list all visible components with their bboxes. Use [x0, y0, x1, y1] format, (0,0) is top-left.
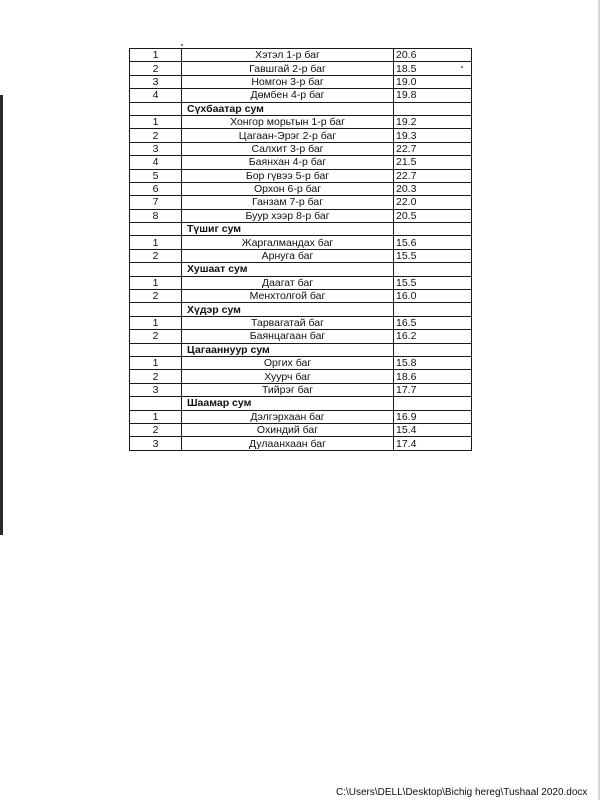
bag-value: 16.9 — [394, 410, 472, 423]
table-row — [130, 236, 472, 249]
row-number: 3 — [130, 142, 182, 155]
row-number: 1 — [130, 115, 182, 128]
row-number: 2 — [130, 62, 182, 75]
bag-value: 20.6 — [394, 49, 472, 62]
table-body — [130, 49, 472, 451]
bag-value: 20.3 — [394, 182, 472, 195]
row-number: 1 — [130, 356, 182, 369]
bag-value: 16.2 — [394, 330, 472, 343]
bag-value: 15.5 — [394, 249, 472, 262]
row-number: 2 — [130, 423, 182, 436]
bag-value: 19.8 — [394, 89, 472, 102]
bag-name: Салхит 3-р баг — [182, 142, 394, 155]
section-value-cell — [394, 102, 472, 115]
row-number: 1 — [130, 276, 182, 289]
section-value-cell — [394, 303, 472, 316]
row-number: 4 — [130, 89, 182, 102]
table-row — [130, 249, 472, 262]
section-value-cell — [394, 343, 472, 356]
row-number: 8 — [130, 209, 182, 222]
bag-name: Баянхан 4-р баг — [182, 156, 394, 169]
table-row — [130, 62, 472, 75]
table-row — [130, 437, 472, 450]
row-number: 2 — [130, 249, 182, 262]
bag-name: Дөмбен 4-р баг — [182, 89, 394, 102]
row-number: 1 — [130, 316, 182, 329]
bag-value: 15.6 — [394, 236, 472, 249]
table-row — [130, 89, 472, 102]
bag-name: Баянцагаан баг — [182, 330, 394, 343]
row-number: 2 — [130, 370, 182, 383]
bag-name: Даагат баг — [182, 276, 394, 289]
table-row — [130, 290, 472, 303]
section-number-cell — [130, 102, 182, 115]
bag-value: 17.4 — [394, 437, 472, 450]
row-number: 2 — [130, 330, 182, 343]
section-number-cell — [130, 397, 182, 410]
bag-name: Ганзам 7-р баг — [182, 196, 394, 209]
bag-value: 16.0 — [394, 290, 472, 303]
table-row — [130, 115, 472, 128]
bag-value: 16.5 — [394, 316, 472, 329]
bag-name: Охиндий баг — [182, 423, 394, 436]
section-number-cell — [130, 303, 182, 316]
section-title: Хушаат сум — [182, 263, 394, 276]
row-number: 7 — [130, 196, 182, 209]
bag-name: Хэтэл 1-р баг — [182, 49, 394, 62]
bag-value: 19.3 — [394, 129, 472, 142]
bag-name: Цагаан-Эрэг 2-р баг — [182, 129, 394, 142]
table-row — [130, 316, 472, 329]
bag-name: Буур хээр 8-р баг — [182, 209, 394, 222]
section-header-row — [130, 223, 472, 236]
row-number: 3 — [130, 383, 182, 396]
section-number-cell — [130, 263, 182, 276]
table-row — [130, 49, 472, 62]
document-file-path: C:\Users\DELL\Desktop\Bichig hereg\Tushaal 2020.docx — [336, 787, 588, 798]
bag-name: Дэлгэрхаан баг — [182, 410, 394, 423]
bag-value: 15.4 — [394, 423, 472, 436]
table-row — [130, 142, 472, 155]
row-number: 1 — [130, 410, 182, 423]
bag-value: 19.0 — [394, 75, 472, 88]
section-header-row — [130, 343, 472, 356]
table-row — [130, 129, 472, 142]
table-row — [130, 383, 472, 396]
table-row — [130, 356, 472, 369]
row-number: 6 — [130, 182, 182, 195]
bag-value: 21.5 — [394, 156, 472, 169]
bag-name: Бор гүвээ 5-р баг — [182, 169, 394, 182]
table-row — [130, 209, 472, 222]
table-row — [130, 182, 472, 195]
scan-speck — [181, 44, 183, 46]
bag-value: 15.8 — [394, 356, 472, 369]
row-number: 2 — [130, 290, 182, 303]
table-row — [130, 196, 472, 209]
section-value-cell — [394, 397, 472, 410]
table-row — [130, 75, 472, 88]
section-value-cell — [394, 223, 472, 236]
section-number-cell — [130, 343, 182, 356]
section-header-row — [130, 102, 472, 115]
row-number: 4 — [130, 156, 182, 169]
bag-values-table — [129, 48, 472, 451]
bag-name: Хонгор морьтын 1-р баг — [182, 115, 394, 128]
row-number: 1 — [130, 236, 182, 249]
table-row — [130, 410, 472, 423]
table-row — [130, 276, 472, 289]
bag-name: Гавшгай 2-р баг — [182, 62, 394, 75]
bag-value: 20.5 — [394, 209, 472, 222]
bag-name: Оргих баг — [182, 356, 394, 369]
scan-left-edge — [0, 95, 3, 535]
bag-name: Менхтолгой баг — [182, 290, 394, 303]
section-value-cell — [394, 263, 472, 276]
row-number: 1 — [130, 49, 182, 62]
section-title: Цагааннуур сум — [182, 343, 394, 356]
bag-value: 15.5 — [394, 276, 472, 289]
bag-value: 22.0 — [394, 196, 472, 209]
section-header-row — [130, 397, 472, 410]
bag-name: Дулаанхаан баг — [182, 437, 394, 450]
bag-value: 18.6 — [394, 370, 472, 383]
bag-value: 19.2 — [394, 115, 472, 128]
bag-value: 18.5 — [394, 62, 472, 75]
bag-name: Тийрэг баг — [182, 383, 394, 396]
table-row — [130, 156, 472, 169]
section-title: Түшиг сум — [182, 223, 394, 236]
section-header-row — [130, 263, 472, 276]
bag-name: Орхон 6-р баг — [182, 182, 394, 195]
table-row — [130, 423, 472, 436]
section-header-row — [130, 303, 472, 316]
row-number: 3 — [130, 437, 182, 450]
section-title: Сүхбаатар сум — [182, 102, 394, 115]
bag-name: Хуурч баг — [182, 370, 394, 383]
bag-value: 22.7 — [394, 169, 472, 182]
table-row — [130, 330, 472, 343]
row-number: 5 — [130, 169, 182, 182]
bag-name: Жаргалмандах баг — [182, 236, 394, 249]
row-number: 2 — [130, 129, 182, 142]
section-title: Шаамар сум — [182, 397, 394, 410]
section-number-cell — [130, 223, 182, 236]
bag-name: Номгон 3-р баг — [182, 75, 394, 88]
row-number: 3 — [130, 75, 182, 88]
bag-value: 17.7 — [394, 383, 472, 396]
bag-value: 22.7 — [394, 142, 472, 155]
bag-name: Тарвагатай баг — [182, 316, 394, 329]
table-row — [130, 370, 472, 383]
bag-name: Арнуга баг — [182, 249, 394, 262]
table-row — [130, 169, 472, 182]
section-title: Хүдэр сум — [182, 303, 394, 316]
